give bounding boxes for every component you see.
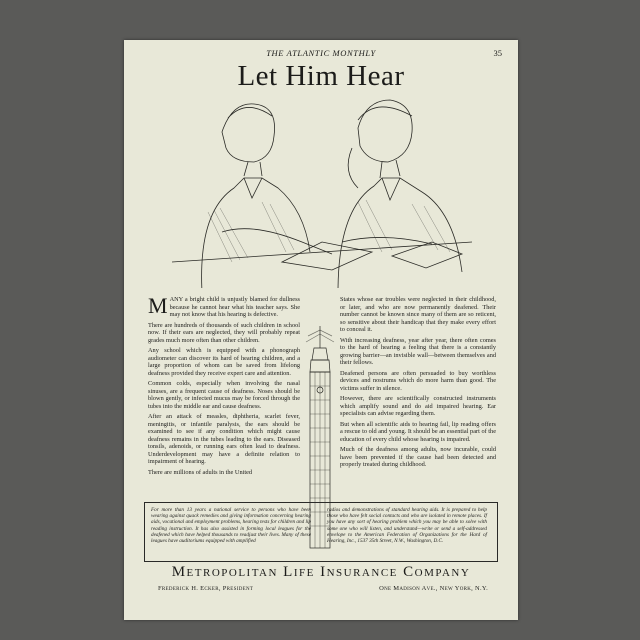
- paragraph: With increasing deafness, year after year, there often comes to the hard of hearing a feeling that there is a constantly growing barrier—an invisible wall—between themselves and their fellows.: [340, 336, 496, 366]
- paragraph: There are millions of adults in the United: [148, 468, 253, 476]
- running-head: THE ATLANTIC MONTHLY: [266, 48, 376, 58]
- dropcap: M: [148, 293, 168, 318]
- paragraph: However, there are scientifically constructed instruments which amplify sound and do aid impaired hearing. Ear specialists can advise regarding them.: [340, 395, 496, 417]
- boxed-notice-right: radios and demonstrations of standard hearing aids. It is prepared to help those who have felt social contacts and who are isolated in remote places. If you have any sort of hearing problem which you may be able to solve with some one who will listen, and understand—write or send a self-addressed envelope to the American Federation of Organizations for the Hard of Hearing, Inc., 1537 35th Street, N.W., Washington, D.C.: [327, 507, 487, 545]
- company-address: One Madison Ave., New York, N.Y.: [379, 585, 488, 592]
- paragraph: MANY a bright child is unjustly blamed for dullness because he cannot hear what his teacher says. She may not know that his hearing is defective.: [148, 293, 300, 318]
- company-officer: Frederick H. Ecker, President: [158, 585, 254, 592]
- magazine-page: [124, 40, 518, 620]
- paragraph: Deafened persons are often persuaded to buy worthless devices and nostrums which do more harm than good. The victims suffer in silence.: [340, 369, 496, 392]
- boxed-notice-left: For more than 13 years a national service to persons who have been wearing against quack remedies and giving information concerning hearing aids, vocational and employment problems, hearing tests for children and lip reading instruction. It has also assisted in forming local leagues for the deafened which have helped thousands to readjust their lives. Many of these leagues have auditoriums equipped with amplified: [151, 507, 311, 545]
- company-name: Metropolitan Life Insurance Company: [171, 564, 471, 580]
- paragraph: There are hundreds of thousands of such children in school now. If their ears are neglected, they will probably repeat grades much more often than other children.: [148, 321, 300, 344]
- paragraph: Any school which is equipped with a phonograph audiometer can discover its hard of hearing children, and a large proportion of whom can be saved from lifelong deafness provided they receive expert care and attention.: [148, 347, 300, 377]
- paragraph: But when all scientific aids to hearing fail, lip reading offers a rescue to old and young. It should be an essential part of the education of every child whose hearing is impaired.: [340, 420, 496, 443]
- boxed-notice: [144, 502, 498, 562]
- article-right-column: [340, 296, 496, 472]
- paragraph: Common colds, especially when involving the nasal sinuses, are a frequent cause of deafness. Noses should be blown gently, or infected mucus may be forced through the tubes into the middle ear and cause deafness.: [148, 380, 300, 410]
- paragraph: Much of the deafness among adults, now incurable, could have been prevented if the cause had been detected and properly treated during childhood.: [340, 446, 496, 468]
- headline: Let Him Hear: [237, 60, 405, 92]
- page-number: 35: [493, 48, 502, 58]
- article-left-column: [148, 293, 300, 479]
- boys-at-desk-illustration: [162, 92, 480, 288]
- paragraph: After an attack of measles, diphtheria, scarlet fever, meningitis, or infantile paralysis, the ears should be examined to see if any condition which might cause deafness remains in the tubes leading to the ears. Diseased tonsils, adenoids, or running ears often lead to deafness. Underdevelopment may have a definite relation to impairment of hearing.: [148, 413, 300, 465]
- paragraph: States whose ear troubles were neglected in their childhood, or later, and who are now permanently deafened. Their number cannot be known since many of them are so reticent, so sensitive about their handicap that they make every effort to conceal it.: [340, 296, 496, 333]
